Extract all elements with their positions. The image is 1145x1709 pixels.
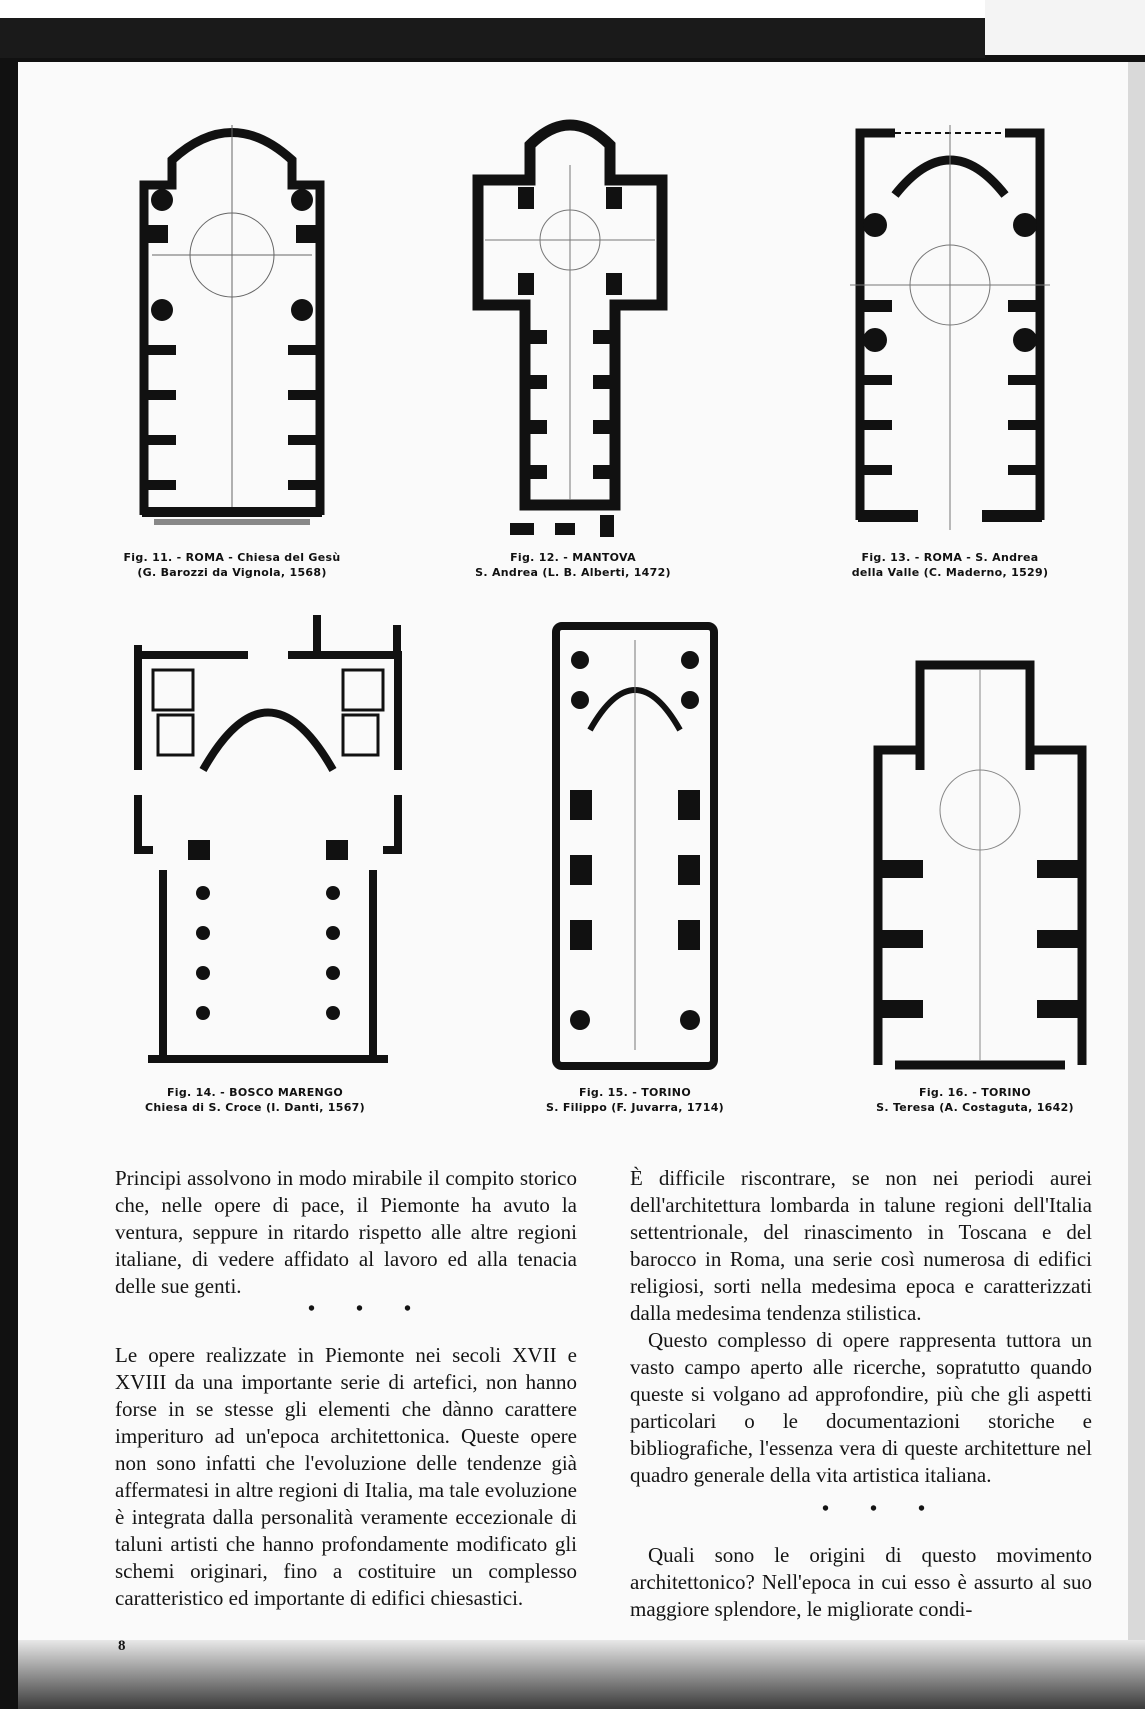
top-scan-border	[0, 18, 985, 58]
right-paragraph-1: È difficile riscontrare, se non nei periodi aurei dell'architettura lombarda in talune regioni dell'Italia settentrionale, del rinascimento in Toscana e del barocco in Roma, una serie così numerosa di edifici religiosi, sorti nella medesima epoca e caratterizzati dalla medesima tendenza stilistica.	[630, 1166, 1092, 1325]
bottom-scan-shadow	[18, 1640, 1145, 1709]
figure-14-caption: Fig. 14. - BOSCO MARENGO Chiesa di S. Croce (I. Danti, 1567)	[145, 1086, 365, 1114]
floor-plan-fig-14	[128, 615, 408, 1070]
right-column-text	[630, 1165, 1092, 1489]
floor-plan-fig-16	[870, 660, 1090, 1070]
top-right-corner	[985, 0, 1145, 55]
left-column-text-2	[115, 1342, 577, 1612]
right-paragraph-2: Questo complesso di opere rappresenta tuttora un vasto campo aperto alle ricerche, sopratutto quando queste si volgano ad approfondire, più che gli aspetti particolari o le documentazioni storiche e bibliografiche, l'essenza vera di queste architetture nel quadro generale della vita artistica italiana.	[630, 1328, 1092, 1487]
left-paragraph-1: Principi assolvono in modo mirabile il compito storico che, nelle opere di pace, il Piemonte ha avuto la ventura, seppure in ritardo rispetto alle altre regioni italiane, di vedere affidato al lavoro ed alla tenacia delle sue genti.	[115, 1166, 577, 1298]
figure-11-caption: Fig. 11. - ROMA - Chiesa del Gesù (G. Barozzi da Vignola, 1568)	[123, 551, 341, 579]
floor-plan-fig-11	[132, 115, 332, 525]
floor-plan-fig-15	[550, 620, 720, 1075]
right-section-separator: • • •	[822, 1498, 944, 1520]
right-column-text-2	[630, 1542, 1092, 1623]
figure-12-caption: Fig. 12. - MANTOVA S. Andrea (L. B. Alberti, 1472)	[475, 551, 671, 579]
left-section-separator: • • •	[308, 1298, 430, 1320]
figure-13-caption: Fig. 13. - ROMA - S. Andrea della Valle (C. Maderno, 1529)	[851, 551, 1049, 579]
left-column-text	[115, 1165, 577, 1300]
floor-plan-fig-12	[470, 105, 670, 545]
right-paragraph-3: Quali sono le origini di questo movimento architettonico? Nell'epoca in cui esso è assurto al suo maggiore splendore, le migliorate condi-	[630, 1543, 1092, 1621]
right-scan-edge	[1128, 62, 1145, 1709]
page-number: 8	[118, 1638, 126, 1654]
figure-15-caption: Fig. 15. - TORINO S. Filippo (F. Juvarra, 1714)	[546, 1086, 724, 1114]
left-paragraph-2: Le opere realizzate in Piemonte nei secoli XVII e XVIII da una importante serie di artefici, non hanno forse in se stesse gli elementi che dànno carattere imperituro ad un'epoca architettonica. Queste opere non sono infatti che l'evoluzione delle tendenze già affermatesi in altre regioni di Italia, ma tale evoluzione è integrata dalla personalità veramente eccezionale di taluni artisti che hanno profondamente modificato gli schemi originari, fino a costituire un complesso caratteristico ed importante di edifici chiesastici.	[115, 1343, 577, 1610]
figure-16-caption: Fig. 16. - TORINO S. Teresa (A. Costaguta, 1642)	[876, 1086, 1074, 1114]
floor-plan-fig-13	[850, 125, 1050, 530]
